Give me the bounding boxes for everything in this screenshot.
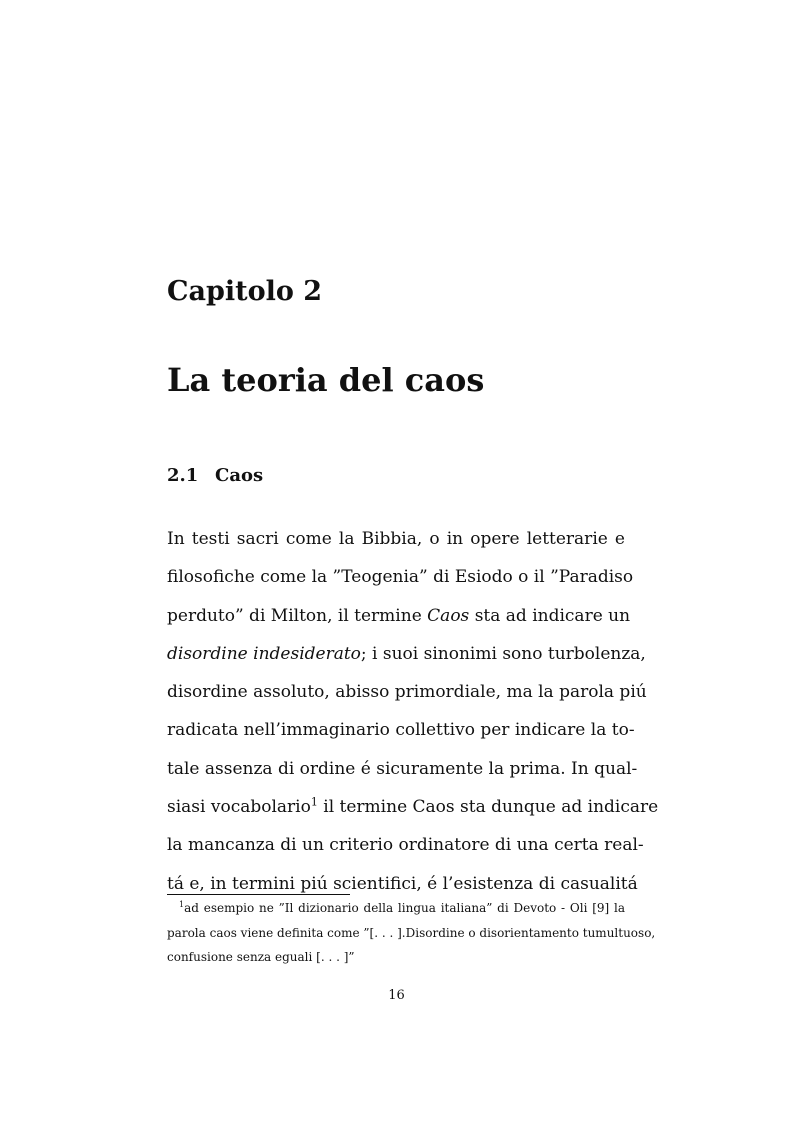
body-line-1: In testi sacri come la Bibbia, o in opere letterarie e: [167, 529, 625, 549]
body-line-9: la mancanza di un criterio ordinatore di una certa real-: [167, 835, 644, 856]
term-caos: Caos: [427, 605, 470, 626]
body-line-8: [167, 788, 659, 826]
body-line-3-end: sta ad indicare un: [474, 605, 631, 626]
section-number: 2.1: [167, 465, 199, 486]
chapter-label: Capitolo 2: [167, 276, 323, 307]
body-line-10: tá e, in termini piú scientifici, é l’esistenza di casualitá: [167, 873, 638, 894]
footnote-divider: [167, 894, 350, 895]
term-disordine-indesiderato: disordine indesiderato: [167, 643, 361, 664]
body-line-6: radicata nell’immaginario collettivo per indicare la to-: [167, 720, 635, 741]
body-line-2: filosofiche come la ”Teogenia” di Esiodo o il ”Paradiso: [167, 567, 634, 588]
body-line-8-end: il termine Caos sta dunque ad indicare: [317, 797, 659, 818]
footnote-line-2: parola caos viene definita come ”[. . . ].Disordine o disorientamento tumultuoso,: [167, 925, 656, 940]
body-line-8-start: siasi vocabolario: [167, 797, 311, 818]
body-line-7: tale assenza di ordine é sicuramente la prima. In qual-: [167, 758, 638, 779]
section-heading: [167, 465, 263, 486]
footnote-line-3: confusione senza eguali [. . . ]”: [167, 950, 355, 964]
page-number: 16: [388, 988, 405, 1003]
body-line-3-start: perduto” di Milton, il termine: [167, 605, 422, 626]
footnote: [167, 896, 656, 970]
footnote-line-1: [167, 896, 625, 921]
footnote-line-1-text: ad esempio ne ”Il dizionario della lingua italiana” di Devoto - Oli [9] la: [184, 901, 625, 915]
body-line-3: [167, 597, 631, 635]
body-line-5: disordine assoluto, abisso primordiale, ma la parola piú: [167, 682, 647, 703]
body-paragraph: [167, 520, 659, 903]
section-title: Caos: [215, 465, 264, 486]
chapter-title: La teoria del caos: [167, 361, 485, 399]
body-line-4-end: ; i suoi sinonimi sono turbolenza,: [360, 643, 646, 664]
footnote-reference[interactable]: 1: [310, 795, 318, 809]
footnote-mark: 1: [179, 900, 185, 909]
body-line-4: [167, 635, 646, 673]
